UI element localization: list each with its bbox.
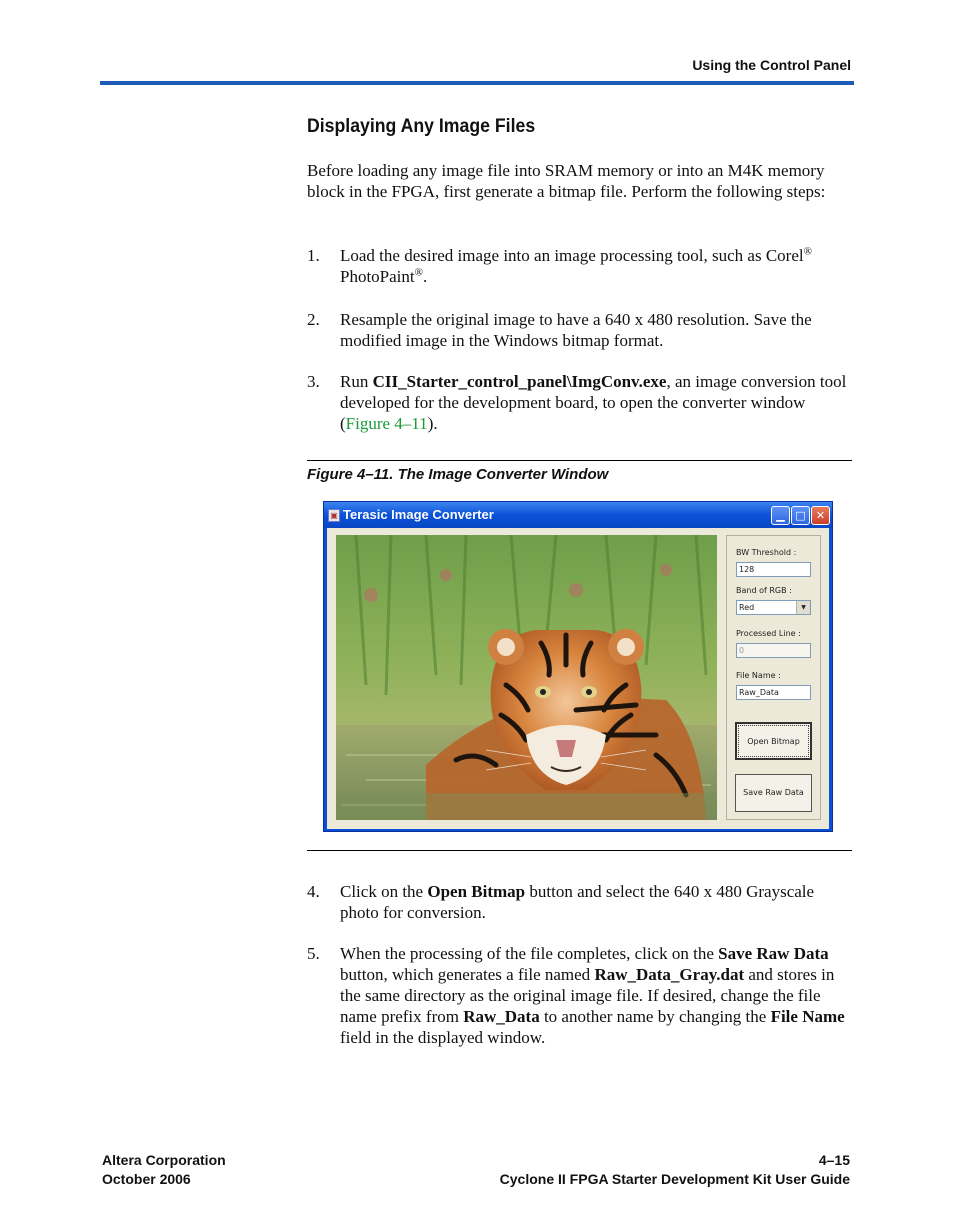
save-raw-data-ref: Save Raw Data — [718, 944, 829, 963]
image-converter-window — [323, 501, 833, 832]
step-text: PhotoPaint — [340, 267, 415, 286]
step-number: 2. — [307, 310, 320, 329]
open-bitmap-ref: Open Bitmap — [427, 882, 526, 901]
window-title: Terasic Image Converter — [343, 507, 494, 522]
close-button[interactable] — [811, 506, 830, 525]
publication-date: October 2006 — [102, 1171, 191, 1187]
window-client — [327, 528, 829, 829]
band-of-rgb-label: Band of RGB : — [736, 586, 792, 595]
figure-caption: Figure 4–11. The Image Converter Window — [307, 466, 609, 483]
processed-line-label: Processed Line : — [736, 629, 801, 638]
page-number: 4–15 — [818, 1152, 850, 1168]
processed-line-field: 0 — [736, 643, 811, 658]
footer-right — [500, 1151, 850, 1189]
step-text: . — [422, 267, 428, 286]
registered-mark: ® — [803, 245, 812, 258]
prefix-ref: Raw_Data — [463, 1007, 540, 1026]
output-file-name: Raw_Data_Gray.dat — [594, 965, 745, 984]
intro-paragraph: Before loading any image file into SRAM memory or into an M4K memory block in the FPGA, first generate a bitmap file. Perform the following steps: — [307, 161, 826, 201]
bw-threshold-input[interactable]: 128 — [736, 562, 811, 577]
band-of-rgb-select[interactable]: Red ▼ — [736, 600, 811, 615]
running-header: Using the Control Panel — [692, 57, 851, 73]
maximize-icon: □ — [795, 509, 806, 522]
figure-bottom-rule — [307, 850, 852, 851]
maximize-button[interactable] — [791, 506, 810, 525]
step-number: 3. — [307, 372, 320, 391]
figure-top-rule — [307, 460, 852, 461]
executable-path: CII_Starter_control_panel\ImgConv.exe — [372, 372, 667, 391]
company-name: Altera Corporation — [102, 1152, 226, 1168]
minimize-icon: ▁ — [776, 509, 785, 522]
step-text: Load the desired image into an image processing tool, such as Corel — [340, 246, 804, 265]
figure-link[interactable]: Figure 4–11 — [345, 414, 428, 433]
registered-mark: ® — [414, 266, 423, 279]
step-number: 5. — [307, 944, 320, 963]
bw-threshold-label: BW Threshold : — [736, 548, 797, 557]
tiger-photo — [336, 535, 717, 820]
title-bar[interactable] — [324, 502, 832, 528]
open-bitmap-button[interactable]: Open Bitmap — [735, 722, 812, 760]
step-number: 1. — [307, 246, 320, 265]
save-raw-data-button[interactable]: Save Raw Data — [735, 774, 812, 812]
header-rule — [100, 81, 854, 85]
guide-title: Cyclone II FPGA Starter Development Kit User Guide — [499, 1171, 850, 1187]
file-name-ref: File Name — [770, 1007, 845, 1026]
file-name-label: File Name : — [736, 671, 781, 680]
control-panel — [726, 535, 821, 820]
close-icon: ✕ — [815, 509, 826, 522]
step-text: Resample the original image to have a 640 x 480 resolution. Save the modified image in the Windows bitmap format. — [340, 310, 812, 350]
section-title: Displaying Any Image Files — [307, 116, 536, 137]
file-name-input[interactable]: Raw_Data — [736, 685, 811, 700]
minimize-button[interactable] — [771, 506, 790, 525]
footer-left — [102, 1151, 226, 1189]
chevron-down-icon[interactable]: ▼ — [796, 601, 810, 614]
app-icon: ▣ — [328, 509, 340, 522]
step-number: 4. — [307, 882, 320, 901]
